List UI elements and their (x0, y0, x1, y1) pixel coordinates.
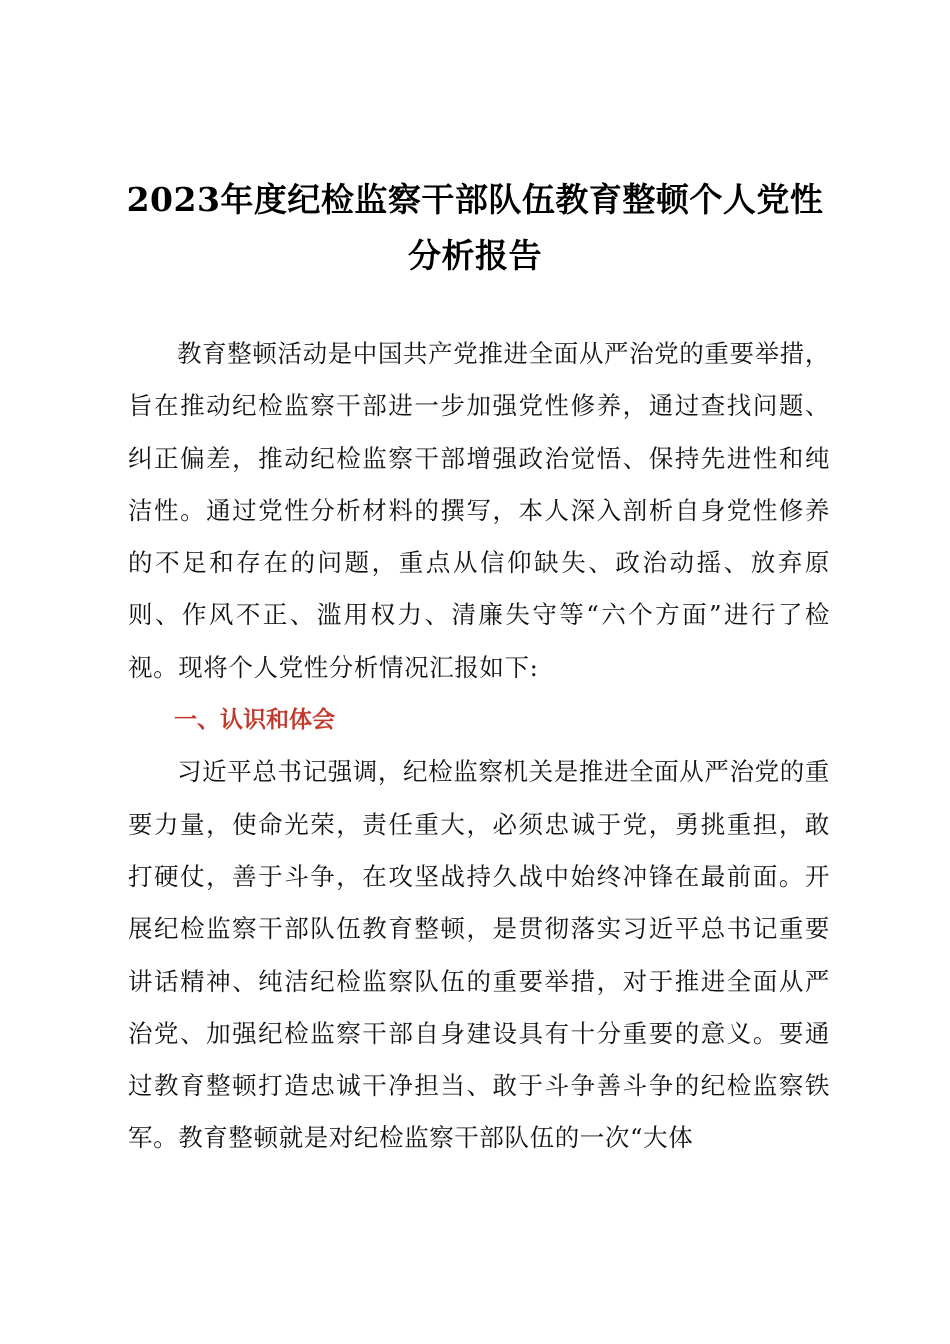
document-title: 2023年度纪检监察干部队伍教育整顿个人党性分析报告 (126, 180, 824, 275)
section-paragraph: 习近平总书记强调，纪检监察机关是推进全面从严治党的重要力量，使命光荣，责任重大，必须忠诚于党，勇挑重担，敢打硬仗，善于斗争，在攻坚战持久战中始终冲锋在最前面。开展纪检监察干部队伍教育整顿，是贯彻落实习近平总书记重要讲话精神、纯洁纪检监察队伍的重要举措，对于推进全面从严治党、加强纪检监察干部自身建设具有十分重要的意义。要通过教育整顿打造忠诚干净担当、敢于斗争善斗争的纪检监察铁军。教育整顿就是对纪检监察干部队伍的一次“大体 (128, 757, 830, 1153)
intro-paragraph: 教育整顿活动是中国共产党推进全面从严治党的重要举措，旨在推动纪检监察干部进一步加强党性修养，通过查找问题、纠正偏差，推动纪检监察干部增强政治觉悟、保持先进性和纯洁性。通过党性分析材料的撰写，本人深入剖析自身党性修养的不足和存在的问题，重点从信仰缺失、政治动摇、放弃原则、作风不正、滥用权力、清廉失守等“六个方面”进行了检视。现将个人党性分析情况汇报如下: (128, 339, 830, 682)
document-body (128, 328, 830, 1165)
section-heading: 一、认识和体会 (174, 707, 335, 734)
